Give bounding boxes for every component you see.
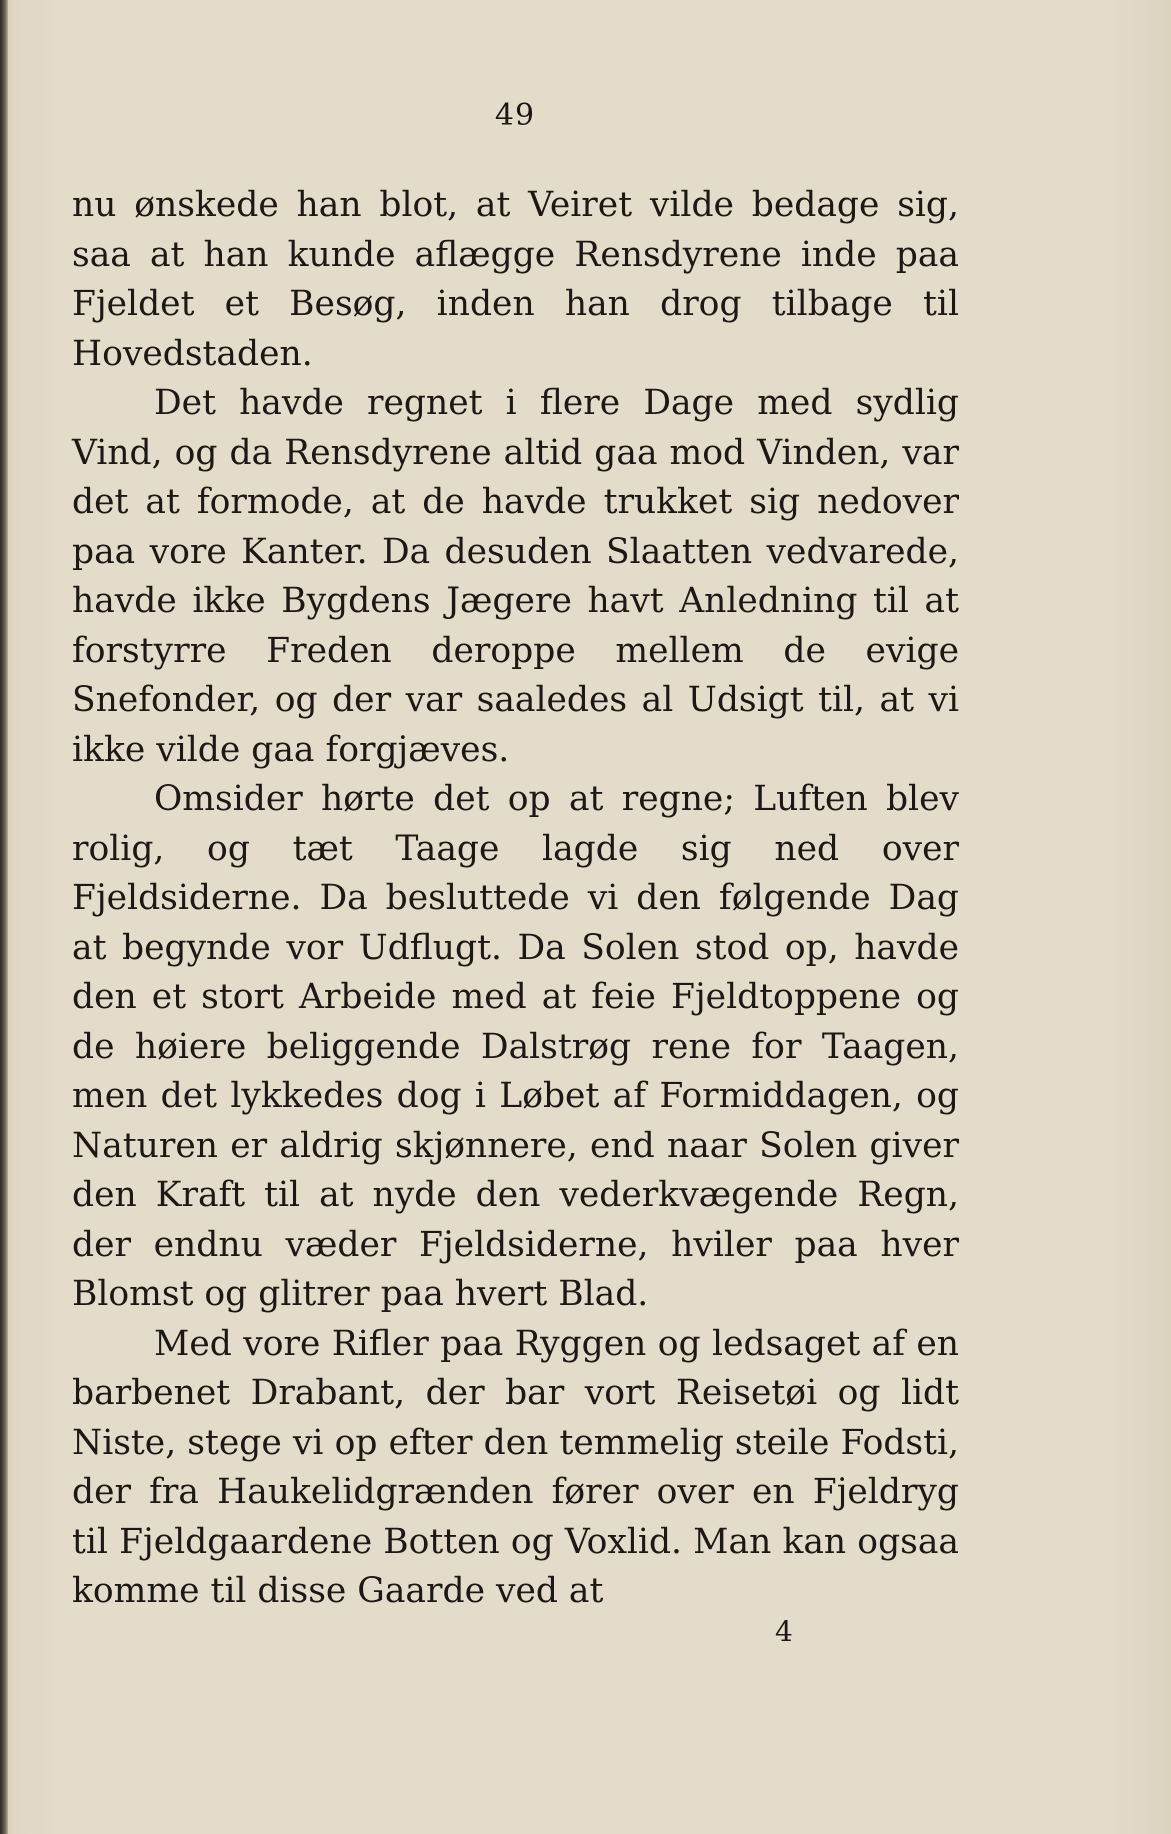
- body-text: [72, 181, 959, 1617]
- page-binding-edge: [0, 0, 8, 1834]
- paragraph-3: Omsider hørte det op at regne; Luften blev rolig, og tæt Taage lagde sig ned over Fjeldsiderne. Da besluttede vi den følgende Dag at begynde vor Udflugt. Da Solen stod op, havde den et stort Arbeide med at feie Fjeldtoppene og de høiere beliggende Dalstrøg rene for Taagen, men det lykkedes dog i Løbet af Formiddagen, og Naturen er aldrig skjønnere, end naar Solen giver den Kraft til at nyde den vederkvægende Regn, der endnu væder Fjeldsiderne, hviler paa hver Blomst og glitrer paa hvert Blad.: [72, 779, 959, 1314]
- paragraph-2: Det havde regnet i flere Dage med sydlig Vind, og da Rensdyrene altid gaa mod Vinden, var det at formode, at de havde trukket sig nedover paa vore Kanter. Da desuden Slaatten vedvarede, havde ikke Bygdens Jægere havt Anledning til at forstyrre Freden deroppe mellem de evige Snefonder, og der var saaledes al Udsigt til, at vi ikke vilde gaa forgjæves.: [72, 383, 959, 770]
- paragraph-4: Med vore Rifler paa Ryggen og ledsaget af en barbenet Drabant, der bar vort Reisetøi og lidt Niste, stege vi op efter den temmelig steile Fodsti, der fra Haukelidgrænden fører over en Fjeldryg til Fjeldgaardene Botten og Voxlid. Man kan ogsaa komme til disse Gaarde ved at: [72, 1323, 959, 1611]
- signature-mark: 4: [775, 1615, 793, 1648]
- paragraph-1: nu ønskede han blot, at Veiret vilde bedage sig, saa at han kunde aflægge Rensdyrene inde paa Fjeldet et Besøg, inden han drog tilbage til Hovedstaden.: [72, 185, 959, 374]
- page-number: 49: [494, 98, 536, 133]
